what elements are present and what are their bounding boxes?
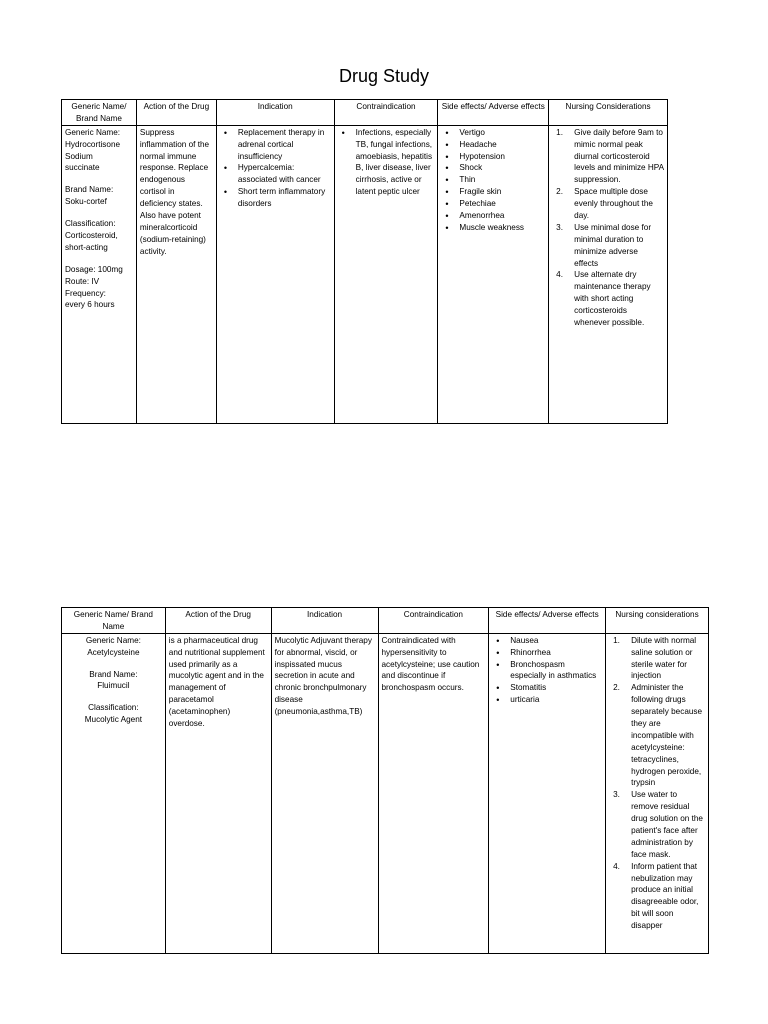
generic-line: Sodium <box>65 151 93 161</box>
list-item: • Replacement therapy in adrenal cortical insufficiency <box>238 127 331 163</box>
action-cell: is a pharmaceutical drug and nutritional supplement used primarily as a mucolytic agent and in the management of paracetamol (acetaminophen) overdose. <box>165 633 271 953</box>
list-item: • Rhinorrhea <box>510 647 602 659</box>
indication-cell: Mucolytic Adjuvant therapy for abnormal, viscid, or inspissated mucus secretion in acute and chronic bronchpulmonary disease (pneumonia,asthma,TB) <box>271 633 378 953</box>
header-contraindication: Contraindication <box>334 100 438 126</box>
list-item <box>613 682 705 789</box>
list-item <box>613 789 705 860</box>
generic-line: Classification: <box>88 703 139 713</box>
header-generic: Generic Name/ Brand Name <box>62 608 166 634</box>
header-action: Action of the Drug <box>165 608 271 634</box>
generic-line: Fluimucil <box>97 681 130 691</box>
list-item-text: Give daily before 9am to mimic normal peak diurnal corticosteroid levels and minimize HPA suppression. <box>574 127 664 185</box>
list-item: • Headache <box>459 139 545 151</box>
list-item-text: Use water to remove residual drug solution on the patient's face after administration by face mask. <box>631 790 703 859</box>
list-item <box>556 186 664 222</box>
list-number: 4. <box>613 861 620 871</box>
generic-line: Generic Name: <box>85 635 141 645</box>
side-effects-cell <box>489 633 606 953</box>
generic-line: Brand Name: <box>65 185 114 195</box>
list-number: 2. <box>556 187 564 197</box>
header-generic: Generic Name/ Brand Name <box>62 100 137 126</box>
generic-line: Route: IV <box>65 276 100 286</box>
header-indication: Indication <box>271 608 378 634</box>
contraindication-cell: Contraindicated with hypersensitivity to acetylcysteine; use caution and discontinue if bronchospasm occurs. <box>378 633 489 953</box>
list-item: • Hypotension <box>459 151 545 163</box>
list-item: • Hypercalcemia: associated with cancer <box>238 162 331 186</box>
list-item <box>613 861 705 932</box>
generic-line: Mucolytic Agent <box>84 715 143 725</box>
generic-line: Generic Name: <box>65 127 121 137</box>
list-number: 3. <box>556 222 564 232</box>
drug-study-table-acetylcysteine <box>61 607 709 954</box>
side-effects-cell <box>438 125 549 423</box>
generic-line: Brand Name: <box>89 669 138 679</box>
generic-line: succinate <box>65 163 100 173</box>
header-side-effects: Side effects/ Adverse effects <box>438 100 549 126</box>
list-item: • Petechiae <box>459 198 545 210</box>
list-item: • Thin <box>459 174 545 186</box>
list-item: • Short term inflammatory disorders <box>238 186 331 210</box>
list-item: • Shock <box>459 162 545 174</box>
list-number: 1. <box>556 127 564 137</box>
list-number: 1. <box>613 635 620 645</box>
nursing-cell <box>549 125 668 423</box>
header-row <box>62 608 709 634</box>
generic-line: Dosage: 100mg <box>65 264 123 274</box>
generic-line: Hydrocortisone <box>65 139 121 149</box>
nursing-cell <box>606 633 709 953</box>
generic-line: Acetylcysteine <box>87 647 140 657</box>
list-item <box>556 269 664 328</box>
list-item-text: Inform patient that nebulization may produce an initial disagreeable odor, bit will soon disapper <box>631 861 699 931</box>
generic-line: Soku-cortef <box>65 197 107 207</box>
list-item: • Nausea <box>510 635 602 647</box>
drug-study-table-hydrocortisone <box>61 99 668 424</box>
header-indication: Indication <box>216 100 334 126</box>
table-row <box>62 125 668 423</box>
list-item-text: Use alternate dry maintenance therapy with short acting corticosteroids whenever possible. <box>574 270 651 328</box>
list-item: • urticaria <box>510 694 602 706</box>
list-item <box>556 222 664 270</box>
list-item <box>556 127 664 186</box>
list-item: • Infections, especially TB, fungal infections, amoebiasis, hepatitis B, liver disease, liver cirrhosis, active or latent peptic ulcer <box>356 127 435 198</box>
list-item-text: Dilute with normal saline solution or sterile water for injection <box>631 635 697 681</box>
table-row <box>62 633 709 953</box>
generic-line: every 6 hours <box>65 300 115 310</box>
header-row <box>62 100 668 126</box>
list-number: 2. <box>613 683 620 693</box>
document-title: Drug Study <box>338 66 430 86</box>
header-action: Action of the Drug <box>136 100 216 126</box>
list-item: • Fragile skin <box>459 186 545 198</box>
header-contraindication: Contraindication <box>378 608 489 634</box>
list-item: • Bronchospasm especially in asthmatics <box>510 659 602 683</box>
header-nursing: Nursing Considerations <box>549 100 668 126</box>
list-number: 4. <box>556 270 564 280</box>
list-item-text: Space multiple dose evenly throughout the day. <box>574 187 653 221</box>
list-item: • Vertigo <box>459 127 545 139</box>
list-item <box>613 635 705 683</box>
generic-cell <box>62 633 166 953</box>
generic-line: short-acting <box>65 242 108 252</box>
indication-cell <box>216 125 334 423</box>
list-item-text: Administer the following drugs separately because they are incompatible with acetylcysteine: tetracyclines, hydrogen peroxide, trypsin <box>631 683 703 788</box>
list-item: • Muscle weakness <box>459 222 545 234</box>
list-item-text: Use minimal dose for minimal duration to minimize adverse effects <box>574 222 652 268</box>
list-item: • Amenorrhea <box>459 210 545 222</box>
header-side-effects: Side effects/ Adverse effects <box>489 608 606 634</box>
list-item: • Stomatitis <box>510 682 602 694</box>
action-cell: Suppress inflammation of the normal immune response. Replace endogenous cortisol in deficiency states. Also have potent mineralcorticoid (sodium-retaining) activity. <box>136 125 216 423</box>
list-number: 3. <box>613 790 620 800</box>
generic-line: Classification: <box>65 219 116 229</box>
generic-line: Corticosteroid, <box>65 231 118 241</box>
contraindication-cell <box>334 125 438 423</box>
header-nursing: Nursing considerations <box>606 608 709 634</box>
generic-cell <box>62 125 137 423</box>
generic-line: Frequency: <box>65 288 106 298</box>
